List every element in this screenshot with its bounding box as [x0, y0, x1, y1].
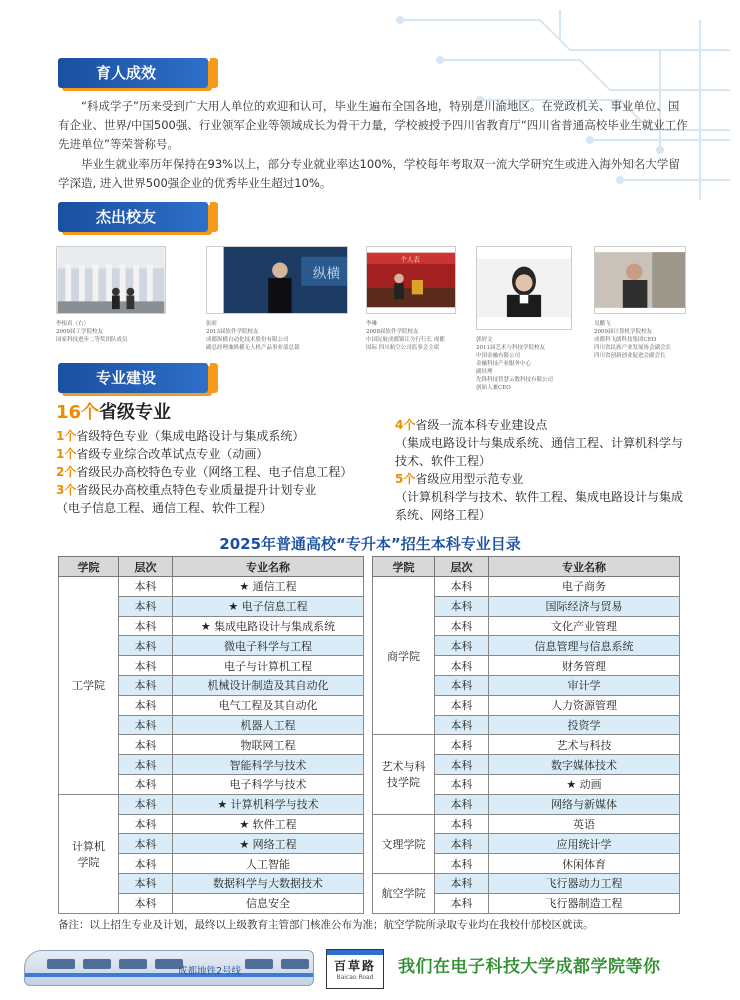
table-row: [373, 814, 680, 834]
section-title-alumni: [58, 202, 208, 232]
majors-item-detail: （计算机科学与技术、软件工程、集成电路设计与集成系统、网络工程）: [395, 490, 684, 522]
major-name-cell: 机器人工程: [173, 715, 364, 735]
college-cell: 航空学院: [373, 873, 435, 913]
table-row: [373, 735, 680, 755]
catalog-title: 2025年普通高校“专升本”招生本科专业目录: [219, 535, 521, 553]
level-cell: 本科: [119, 873, 173, 893]
catalog-table-left: [58, 556, 364, 914]
table-row: [373, 873, 680, 893]
major-name-cell: ★ 软件工程: [173, 814, 364, 834]
section-title-education: [58, 58, 208, 88]
college-cell: 商学院: [373, 577, 435, 735]
majors-item: 1个省级特色专业（集成电路设计与集成系统）: [56, 429, 305, 443]
level-cell: 本科: [119, 834, 173, 854]
header-major: 专业名称: [489, 557, 680, 577]
table-row: [59, 577, 364, 597]
major-name-cell: 艺术与科技: [489, 735, 680, 755]
college-cell: 艺术与科 技学院: [373, 735, 435, 814]
header-level: 层次: [119, 557, 173, 577]
level-cell: 本科: [435, 873, 489, 893]
level-cell: 本科: [119, 656, 173, 676]
alumni-card: [594, 246, 686, 360]
footer-slogan: 我们在电子科技大学成都学院等你: [398, 957, 661, 977]
major-name-cell: 财务管理: [489, 656, 680, 676]
alumni-photo: [594, 246, 686, 314]
major-name-cell: 机械设计制造及其自动化: [173, 675, 364, 695]
section-title-text: 专业建设: [96, 369, 157, 387]
major-name-cell: 投资学: [489, 715, 680, 735]
footer-banner: [0, 942, 740, 1000]
major-name-cell: ★ 动画: [489, 774, 680, 794]
major-name-cell: 数据科学与大数据技术: [173, 873, 364, 893]
level-cell: 本科: [435, 834, 489, 854]
major-name-cell: 飞行器动力工程: [489, 873, 680, 893]
major-name-cell: 飞行器制造工程: [489, 893, 680, 913]
level-cell: 本科: [435, 755, 489, 775]
alumni-caption: 李琳 2008届软件学院校友 中国民航成都锦江分行行长 成都 国际 四川航空公司监事会主席: [366, 321, 445, 351]
section-title-text: 育人成效: [96, 64, 157, 82]
level-cell: 本科: [119, 577, 173, 597]
major-name-cell: 信息安全: [173, 893, 364, 913]
level-cell: 本科: [119, 755, 173, 775]
alumni-caption: 吴鹏飞 2009届计算机学院校友 成都科飞朗科技集团CEO 四川省民族产业发展协会副会长 四川省创新创业促进会副会长: [594, 321, 672, 359]
major-name-cell: ★ 计算机科学与技术: [173, 794, 364, 814]
level-cell: 本科: [119, 675, 173, 695]
majors-item: 1个省级专业综合改革试点专业（动画）: [56, 447, 269, 461]
level-cell: 本科: [435, 636, 489, 656]
catalog-note: 备注：以上招生专业及计划，最终以上级教育主管部门核准公布为准；航空学院所录取专业均在我校什邡校区就读。: [58, 919, 594, 931]
major-name-cell: 微电子科学与工程: [173, 636, 364, 656]
alumni-photo: [476, 246, 572, 330]
level-cell: 本科: [435, 715, 489, 735]
level-cell: 本科: [119, 616, 173, 636]
college-cell: 计算机 学院: [59, 794, 119, 913]
major-name-cell: 英语: [489, 814, 680, 834]
level-cell: 本科: [435, 893, 489, 913]
alumni-caption: 李根真（右） 2009届工学院校友 国家科技进步二等奖团队成员: [56, 321, 128, 343]
college-cell: 文理学院: [373, 814, 435, 873]
major-name-cell: 人力资源管理: [489, 695, 680, 715]
provincial-majors-right: [395, 416, 685, 524]
table-row: [373, 577, 680, 597]
major-name-cell: ★ 集成电路设计与集成系统: [173, 616, 364, 636]
intro-paragraph-2: 毕业生就业率历年保持在93%以上，部分专业就业率达100%，学校每年考取双一流大学研究生或进入海外知名大学留学深造, 进入世界500强企业的优秀毕业生超过10%。: [58, 157, 680, 190]
level-cell: 本科: [119, 636, 173, 656]
station-name-en: Baicao Road: [336, 974, 374, 981]
intro-paragraph-1: “科成学子”历来受到广大用人单位的欢迎和认可，毕业生遍布全国各地，特别是川渝地区。在党政机关、事业单位、国有企业、世界/中国500强、行业领军企业等领域成长为骨干力量，学校被授予四川省教育厅“四川省普通高校毕业生就业工作先进单位”等荣誉称号。: [58, 99, 688, 151]
level-cell: 本科: [435, 656, 489, 676]
major-name-cell: 应用统计学: [489, 834, 680, 854]
level-cell: 本科: [435, 735, 489, 755]
level-cell: 本科: [435, 596, 489, 616]
header-level: 层次: [435, 557, 489, 577]
major-name-cell: 文化产业管理: [489, 616, 680, 636]
alumni-card: [366, 246, 456, 352]
station-name-cn: 百草路: [333, 959, 376, 973]
level-cell: 本科: [435, 675, 489, 695]
level-cell: 本科: [119, 794, 173, 814]
major-name-cell: 数字媒体技术: [489, 755, 680, 775]
major-name-cell: 审计学: [489, 675, 680, 695]
major-name-cell: 休闲体育: [489, 854, 680, 874]
major-name-cell: 电子商务: [489, 577, 680, 597]
level-cell: 本科: [119, 596, 173, 616]
majors-count: 16个: [56, 402, 100, 423]
major-name-cell: ★ 通信工程: [173, 577, 364, 597]
header-college: 学院: [373, 557, 435, 577]
major-name-cell: 电子与计算机工程: [173, 656, 364, 676]
alumni-caption: 郭婷文 2011届艺术与科技学院校友 中国金融有限公司 金融科技产业服务中心 副经理 先锋科技智慧云数科技有限公司 创始人兼CEO: [476, 337, 554, 391]
level-cell: 本科: [119, 715, 173, 735]
alumni-card: [206, 246, 348, 352]
major-name-cell: ★ 电子信息工程: [173, 596, 364, 616]
level-cell: 本科: [435, 774, 489, 794]
major-name-cell: 电子科学与技术: [173, 774, 364, 794]
section-title-majors: [58, 363, 208, 393]
level-cell: 本科: [119, 774, 173, 794]
level-cell: 本科: [435, 854, 489, 874]
level-cell: 本科: [435, 616, 489, 636]
header-college: 学院: [59, 557, 119, 577]
majors-item: 5个省级应用型示范专业: [395, 472, 524, 486]
svg-text:个人表: 个人表: [400, 255, 420, 264]
major-name-cell: 信息管理与信息系统: [489, 636, 680, 656]
alumni-card: [476, 246, 572, 392]
alumni-photo: [206, 246, 348, 314]
alumni-photo: [366, 246, 456, 314]
major-name-cell: ★ 网络工程: [173, 834, 364, 854]
major-name-cell: 国际经济与贸易: [489, 596, 680, 616]
major-name-cell: 网络与新媒体: [489, 794, 680, 814]
provincial-majors-left: [56, 404, 386, 517]
header-major: 专业名称: [173, 557, 364, 577]
level-cell: 本科: [435, 794, 489, 814]
catalog-table-right: [372, 556, 680, 914]
majors-item-detail: （集成电路设计与集成系统、通信工程、计算机科学与技术、软件工程）: [395, 436, 684, 468]
alumni-card: [56, 246, 166, 344]
metro-train-illustration: [24, 950, 314, 986]
majors-item-detail: （电子信息工程、通信工程、软件工程）: [56, 501, 273, 515]
major-name-cell: 智能科学与技术: [173, 755, 364, 775]
svg-text:纵横: 纵横: [312, 266, 341, 283]
level-cell: 本科: [119, 854, 173, 874]
level-cell: 本科: [119, 695, 173, 715]
majors-count-line: [56, 404, 386, 423]
major-name-cell: 人工智能: [173, 854, 364, 874]
level-cell: 本科: [119, 893, 173, 913]
metro-line-label: 成都地铁2号线: [178, 966, 242, 977]
section-title-text: 杰出校友: [96, 208, 157, 226]
level-cell: 本科: [119, 814, 173, 834]
major-name-cell: 电气工程及其自动化: [173, 695, 364, 715]
majors-count-label: 省级专业: [99, 402, 172, 423]
majors-item: 4个省级一流本科专业建设点: [395, 418, 548, 432]
level-cell: 本科: [435, 814, 489, 834]
alumni-caption: 张暄 2013届软件学院校友 成都纵横自动化技术股份有限公司 副总经理兼纵横无人机产品事业部总裁: [206, 321, 300, 351]
level-cell: 本科: [119, 735, 173, 755]
level-cell: 本科: [435, 695, 489, 715]
station-sign: [326, 949, 384, 989]
college-cell: 工学院: [59, 577, 119, 795]
majors-item: 2个省级民办高校特色专业（网络工程、电子信息工程）: [56, 465, 353, 479]
majors-item: 3个省级民办高校重点特色专业质量提升计划专业: [56, 483, 317, 497]
major-name-cell: 物联网工程: [173, 735, 364, 755]
level-cell: 本科: [435, 577, 489, 597]
alumni-photo: [56, 246, 166, 314]
table-row: [59, 794, 364, 814]
